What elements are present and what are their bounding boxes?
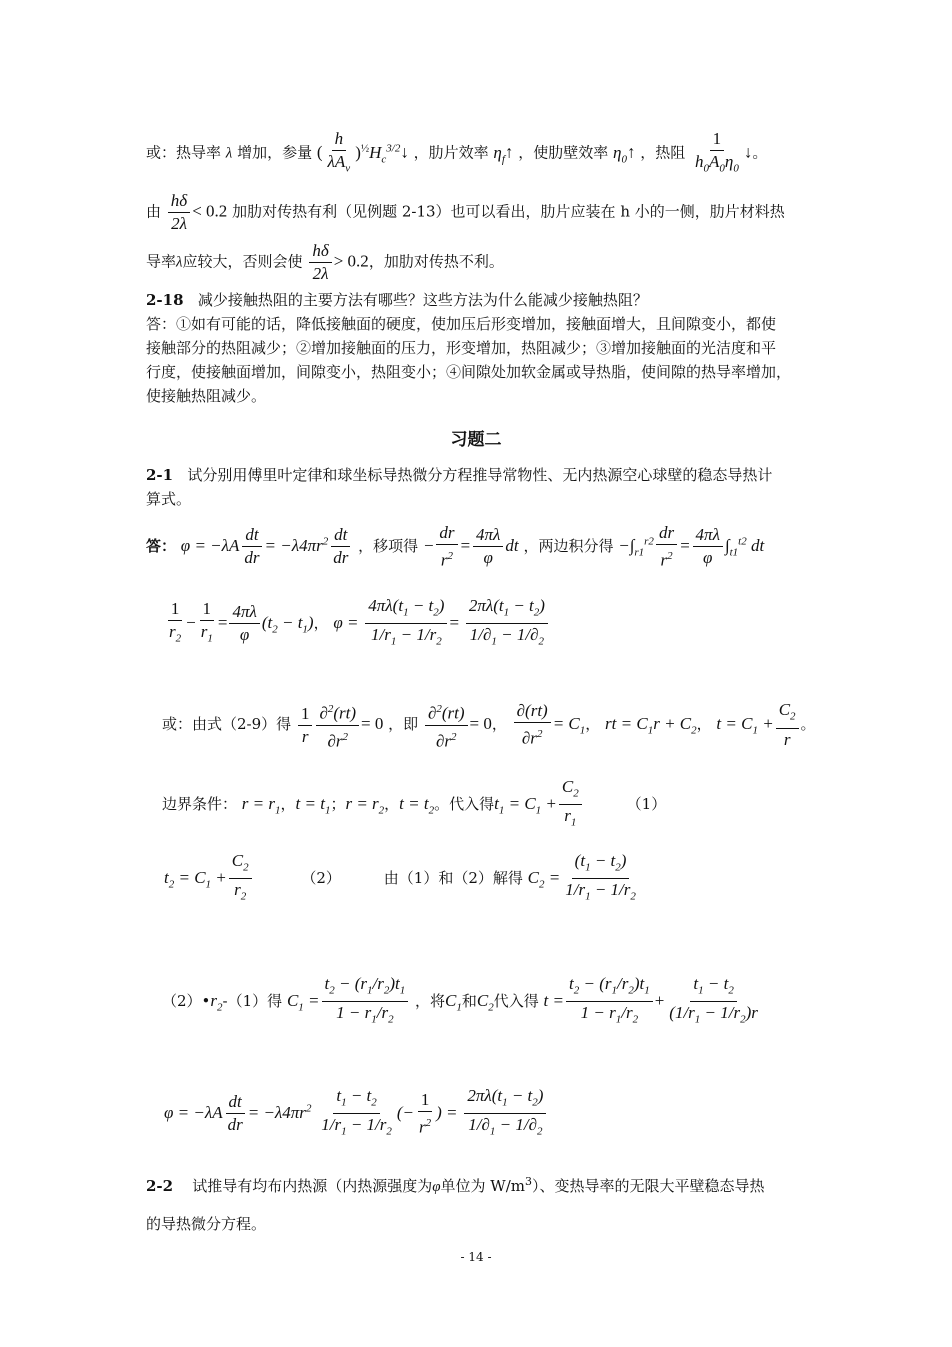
ratio-h-lambdaA: h $\lambda A_v$ (327, 129, 351, 175)
solve-c1: $(2)•r_2-(1)$得 $C_1$ = $\frac{t_2 - (r_1/r_2)t_1}{1 - r_1/r_2}$ ，将$C_1$和$C_2$代入得 t = $\frac{t_2 - (r_1/r_2)t_1}{1 - r_1/r_2}$ + $\frac{t_1 - t_2}{(1/r_1 - 1/r_2)r}$ (162, 974, 758, 1026)
line-params: 或：热导率 λ 增加，参量 ( h $\lambda A_v$ )$^{\frac{1}{2}}H_c^{3/2}↓$ ，肋片效率 $\eta_f↑$ ，使肋壁效率 $\eta_0↑$ ，热阻 $\frac{1}{h_0A_0\eta_0}$ ↓。 (146, 128, 856, 179)
thermal-resistance-fraction: $\frac{1}{h_0A_0\eta_0}$ (695, 129, 739, 175)
boundary-conditions: 边界条件： $r = r_1$，$t = t_1$；$r = r_2$，$t = t_2$。代入得$t_1 = C_1$ + $\frac{C_2}{r_1}$ （1） (162, 777, 667, 829)
page-number: - 14 - (460, 1250, 492, 1264)
line-conductivity: 导率λ应较大，否则会使 $\frac{h\delta}{2\lambda}$ > 0.2，加肋对传热不利。 (146, 241, 504, 283)
question-2-2: 2-2 试推导有均布内热源（内热源强度为φ单位为 $W/m^3$）、变热导率的无限大平壁稳态导热 (146, 1175, 765, 1195)
alt-derivation: 或：由式（2-9）得 $\frac{1}{r}$ $\frac{\partial^2(rt)}{\partial r^2}$ = 0 ，即 $\frac{\partial^2(rt)}{\partial r^2}$ = 0， $\frac{\partial(rt)}{\partial r^2}$ = $C_1$， rt = $C_1r + C_2$， $t = C_1$ + $\frac{C_2}{r}$ 。 (162, 698, 872, 752)
section-title: 习题二 (450, 430, 502, 450)
answer-2-18: 答：①如有可能的话，降低接触面的硬度，使加压后形变增加，接触面增大，且间隙变小，都使 接触部分的热阻减少；②增加接触面的压力，形变增加，热阻减少；③增加接触面的光洁度和平 行度，使接触面增加，间隙变小，热阻变小；④间隙处加软金属或导热脂，使间隙的热导率增加， 使接触热阻减少。 (146, 315, 792, 405)
final-phi: φ = −λA $\frac{dt}{dr}$ = $-\lambda 4\pi r^2$ $\frac{t_1 - t_2}{1/r_1 - 1/r_2}$ (− $\frac{1}{r^2}$ ) = $\frac{2\pi\lambda(t_1 - t_2)}{1/\partial_1 - 1/\partial_2}$ (164, 1085, 874, 1143)
question-2-1: 2-1 试分别用傅里叶定律和球坐标导热微分方程推导常物性、无内热源空心球壁的稳态导热计 算式。 (146, 466, 773, 508)
line-criterion: 由 $\frac{h\delta}{2\lambda}$ < 0.2 加肋对传热有利（见例题 2-13）也可以看出，肋片应装在 h 小的一侧，肋片材料热 (146, 191, 785, 233)
result-phi: $\frac{1}{r_2}$ − $\frac{1}{r_1}$ = $\frac{4\pi\lambda}{\varphi}$ $(t_2 - t_1)$， φ = $\frac{4\pi\lambda(t_1 - t_2)}{1/r_1 - 1/r_2}$ = $\frac{2\pi\lambda(t_1 - t_2)}{1/\partial_1 - 1/\partial_2}$ (164, 595, 874, 653)
equation-2: $t_2 = C_1$ + $\frac{C_2}{r_2}$ （2） 由（1）和（2）解得 $C_2$ = $\frac{(t_1 - t_2)}{1/r_1 - 1/r_2}$ (164, 851, 636, 903)
answer-fourier: 答： φ = −λA $\frac{dt}{dr}$ = $-\lambda 4\pi r^2$ $\frac{dt}{dr}$ ，移项得 − $\frac{dr}{r^2}$ = $\frac{4\pi\lambda}{\varphi}$ dt ，两边积分得 $-\int_{r1}^{r2}$ $\frac{dr}{r^2}$ = $\frac{4\pi\lambda}{\varphi}$ $\int_{t1}^{t2}$ dt (146, 523, 765, 570)
question-2-18: 2-18 减少接触热阻的主要方法有哪些？这些方法为什么能减少接触热阻？ (146, 291, 648, 309)
question-2-2-cont: 的导热微分方程。 (146, 1215, 267, 1233)
